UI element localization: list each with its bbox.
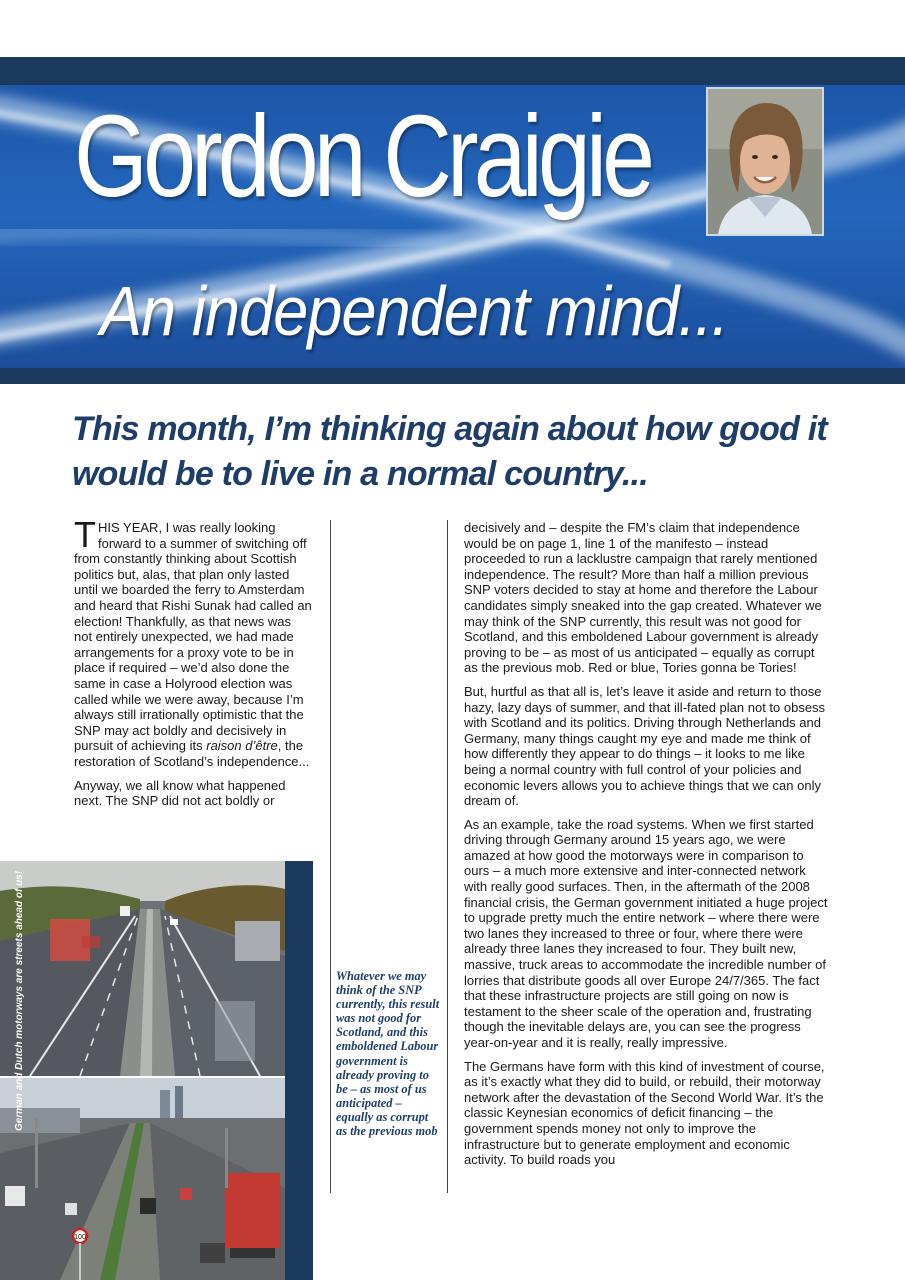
column-tagline: An independent mind... <box>100 272 729 350</box>
article-column-right <box>464 520 830 1176</box>
column-divider-right <box>447 520 448 1193</box>
photo-dutch-motorway <box>0 1078 285 1280</box>
masthead-top-band <box>0 57 905 85</box>
paragraph-keynesian: The Germans have form with this kind of investment of course, as it’s exactly what they did to build, or rebuild, their motorway network after the devastation of the Second World War. It’s the classic Keynesian economics of deficit financing – the government spends money not only to improve the infrastructure but to generate employment and economic activity. To build roads you <box>464 1058 825 1168</box>
intro-lead-in: HIS YEAR, <box>98 520 163 535</box>
paragraph-continued: decisively and – despite the FM’s claim that independence would be on page 1, line 1 of the manifesto – instead proceeded to run a lacklustre campaign that rarely mentioned independence. The result? More than half a million previous SNP voters decided to stay at home and therefore the Labour candidates simply sneaked into the gap created. Whatever we may think of the SNP currently, this result was not good for Scotland, and this emboldened Labour government is already proving to be – as most of us anticipated – equally as corrupt as the previous mob. Red or blue, Tories gonna be Tories! <box>464 520 822 676</box>
author-portrait <box>706 87 824 236</box>
drop-cap: T <box>74 514 96 555</box>
intro-italic-phrase: raison d’être <box>206 738 278 754</box>
column-divider-left <box>330 520 331 1193</box>
photo-caption-bar <box>285 861 313 1280</box>
intro-text-b: , the restoration of Scotland’s independence... <box>74 738 310 769</box>
intro-text-a: I was really looking forward to a summer of switching off from constantly thinking about Scottish politics but, alas, that plan only lasted until we boarded the ferry to Amsterdam and heard that Rishi Sunak had called an election! Thankfully, as that news was not entirely unexpected, we had made arrangements for a proxy vote to be in place if required – we’d also done the same in case a Holyrood election was called while we were away, because I’m always still irrationally optimistic that the SNP may act boldly and decisively in pursuit of achieving its <box>74 520 312 754</box>
photo-caption: German and Dutch motorways are streets ahead of us! <box>14 870 25 1131</box>
article-column-left <box>74 514 312 817</box>
paragraph-road-systems: As an example, take the road systems. When we first started driving through Germany around 15 years ago, we were amazed at how good the motorways were in comparison to ours – a much more extensive and inter-connected network with really good surfaces. Then, in the aftermath of the 2008 financial crisis, the German government initiated a huge project to upgrade pretty much the entire network – where there were two lanes they increased to three or four, where there were already three lanes they increased to four. They built new, massive, truck areas to accommodate the incredible number of lorries that distribute goods all over Europe 24/7/365. The fact that these infrastructure projects are still going on now is testament to the sheer scale of the operation and, frustrating though the inevitable delays are, you can see the progress year-on-year and it is really, really impressive. <box>464 816 828 1050</box>
masthead-bottom-band <box>0 368 905 384</box>
paragraph-anyway: Anyway, we all know what happened next. The SNP did not act boldly or <box>74 777 286 809</box>
columnist-name: Gordon Craigie <box>74 91 651 221</box>
article-headline: This month, I’m thinking again about how good it would be to live in a normal country... <box>72 410 827 493</box>
paragraph-summer: But, hurtful as that all is, let’s leave it aside and return to those hazy, lazy days of summer, and that ill-fated plan not to obsess with Scotland and its politics. Driving through Netherlands and Germany, many things caught my eye and made me think of how differently they appear to do things – it looks to me like being a normal country with full control of your policies and economic levers allows you to achieve things that we can only dream of. <box>464 683 826 809</box>
photo-german-motorway <box>0 861 285 1076</box>
pull-quote: Whatever we may think of the SNP currently, this result was not good for Scotland, and this emboldened Labour government is already proving to be – as most of us anticipated – equally as corrupt as the previous mob <box>336 969 440 1139</box>
speed-sign: 100 <box>74 1234 86 1241</box>
intro-paragraph <box>74 514 312 770</box>
